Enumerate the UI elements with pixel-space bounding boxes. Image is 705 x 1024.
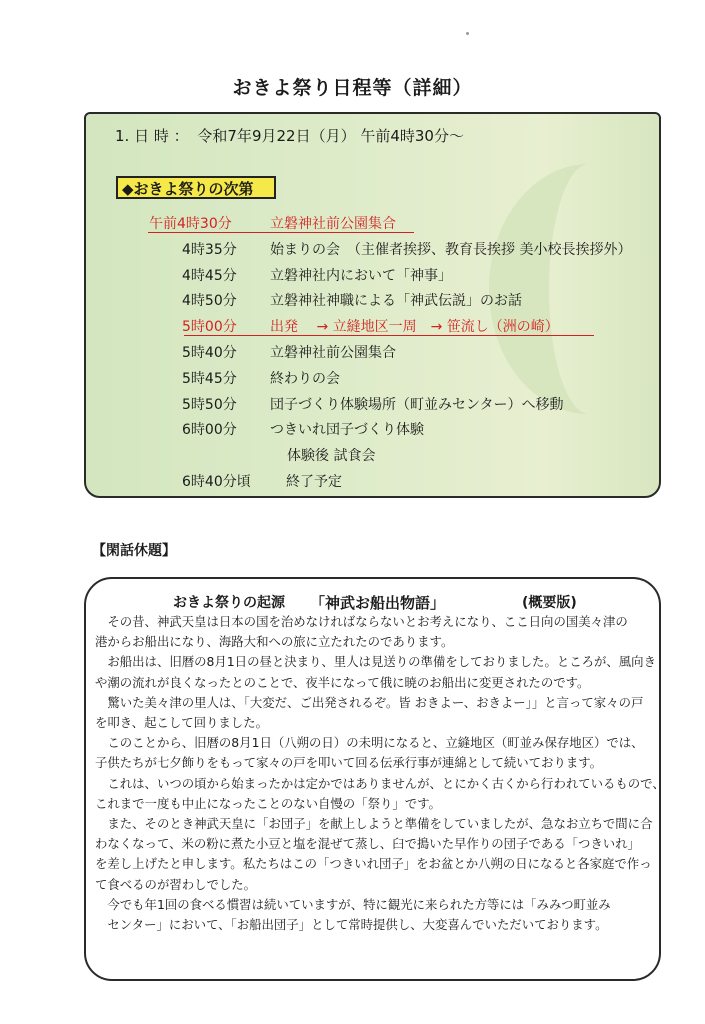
schedule-time: 4時35分 (182, 241, 237, 258)
story-line: 港からお船出になり、海路大和への旅に立たれたのであります。 (95, 634, 454, 650)
schedule-desc: 出発 → 立縫地区一周 → 笹流し（洲の崎） (270, 319, 559, 336)
decorative-brush-stroke (489, 164, 661, 414)
story-line: を叩き、起こして回りました。 (95, 715, 268, 731)
story-line: このことから、旧暦の8月1日（八朔の日）の未明になると、立縫地区（町並み保存地区）では、 (95, 735, 644, 751)
page-title: おきよ祭り日程等（詳細） (232, 77, 473, 99)
date-label: 1. 日 時 ： (115, 127, 189, 145)
scan-speck (466, 32, 469, 35)
schedule-desc: 終了予定 (286, 474, 342, 490)
schedule-desc: 立磐神社前公園集合 (270, 216, 396, 232)
story-body (95, 612, 665, 935)
story-line: を差し上げたと申します。私たちはこの「つきいれ団子」をお盆とか八朔の日になると各家庭で作っ (95, 856, 652, 872)
story-line: お船出は、旧暦の8月1日の昼と決まり、里人は見送りの準備をしておりました。ところが、風向き (95, 654, 656, 670)
order-badge: ◆おきよ祭りの次第 (116, 176, 276, 199)
schedule-time: 5時00分 (182, 319, 237, 336)
highlight-underline (184, 335, 594, 336)
story-line: て食べるのが習わしでした。 (95, 876, 257, 892)
story-line: 驚いた美々津の里人は、「大変だ、ご出発されるぞ。皆 おきよー、おきよー」」と言って家々の戸 (95, 694, 644, 710)
story-line: その昔、神武天皇は日本の国を治めなければならないとお考えになり、ここ日向の国美々津の (95, 614, 628, 629)
schedule-time: 4時45分 (182, 267, 237, 284)
section-heading: 【閑話休題】 (92, 543, 176, 559)
schedule-time: 6時00分 (182, 422, 237, 439)
story-line: わなくなって、米の粉に煮た小豆と塩を混ぜて蒸し、臼で搗いた早作りの団子である「つきいれ」 (95, 836, 640, 852)
schedule-desc: 立磐神社内において「神事」 (270, 267, 452, 284)
schedule-time: 6時40分頃 (182, 474, 251, 490)
date-line (115, 125, 468, 146)
schedule-desc: 立磐神社神職による「神武伝説」のお話 (270, 293, 522, 310)
schedule-desc: つきいれ団子づくり体験 (270, 422, 424, 439)
schedule-desc: 体験後 試食会 (287, 448, 376, 465)
story-line: 子供たちが七夕飾りをもって家々の戸を叩いて回る伝承行事が連綿として続いております。 (95, 755, 603, 771)
story-line: これは、いつの頃から始まったかは定かではありませんが、とにかく古くから行われているもので、 (95, 775, 665, 791)
story-line: センター」において、「お船出団子」として常時提供し、大変喜んでいただいております。 (95, 917, 608, 933)
story-line: や潮の流れが良くなったとのことで、夜半になって俄に暁のお船出に変更されたのです。 (95, 674, 590, 690)
story-line: 今でも年1回の食べる慣習は続いていますが、特に観光に来られた方等には「みみつ町並み (95, 896, 611, 912)
story-summary-tag: (概要版) (522, 595, 577, 611)
schedule-desc: 立磐神社前公園集合 (270, 345, 396, 361)
schedule-desc: 始まりの会 （主催者挨拶、教育長挨拶 美小校長挨拶外） (270, 241, 632, 258)
schedule-desc: 終わりの会 (270, 370, 340, 387)
schedule-time: 5時40分 (182, 345, 237, 361)
story-title: 「神武お船出物語」 (310, 594, 446, 612)
schedule-time: 4時50分 (182, 293, 237, 310)
date-value: 令和7年9月22日（月） 午前4時30分～ (197, 127, 464, 145)
schedule-time: 午前4時30分 (149, 216, 232, 232)
highlight-underline (148, 232, 414, 233)
schedule-time: 5時50分 (182, 396, 237, 413)
story-line: これまで一度も中止になったことのない自慢の「祭り」です。 (95, 795, 441, 811)
schedule-desc: 団子づくり体験場所（町並みセンター）へ移動 (270, 396, 564, 413)
schedule-time: 5時45分 (182, 370, 237, 387)
story-line: また、そのとき神武天皇に「お団子」を献上しようと準備をしていましたが、急なお立ちで間に合 (95, 816, 653, 832)
story-origin-label: おきよ祭りの起源 (173, 595, 285, 611)
